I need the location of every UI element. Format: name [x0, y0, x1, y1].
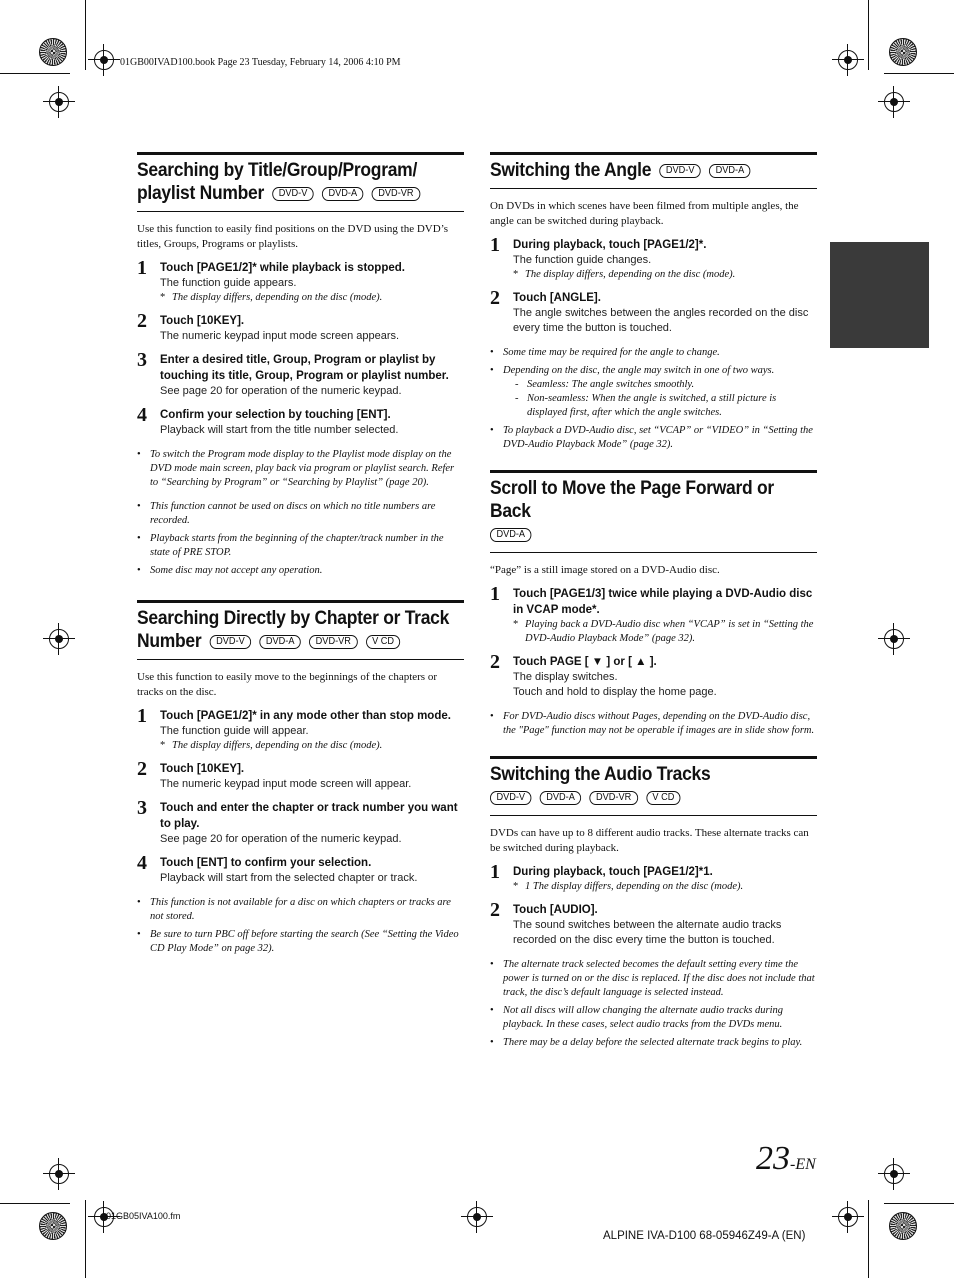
section-rule — [490, 756, 817, 759]
file-info: 01GB00IVAD100.book Page 23 Tuesday, February 14, 2006 4:10 PM — [120, 57, 401, 68]
section-intro: “Page” is a still image stored on a DVD-Audio disc. — [490, 564, 720, 576]
step-detail: The numeric keypad input mode screen appears. — [160, 330, 400, 342]
left-column — [137, 152, 464, 962]
disc-badge: DVD-A — [540, 791, 582, 805]
sub-note: - Seamless: The angle switches smoothly. — [515, 378, 817, 392]
heading-line: Number — [137, 631, 202, 652]
step-detail: The display switches. — [513, 671, 618, 683]
section-heading — [490, 477, 817, 546]
crosshair-mark — [880, 88, 908, 116]
heading-line: Switching the Audio Tracks — [490, 764, 711, 785]
disc-badge: DVD-V — [272, 187, 314, 201]
notes-list — [490, 346, 817, 452]
footer-model: ALPINE IVA-D100 68-05946Z49-A (EN) — [603, 1230, 806, 1242]
disc-badge: DVD-A — [259, 635, 301, 649]
note-item: • Some disc may not accept any operation. — [137, 564, 464, 578]
step — [137, 852, 464, 886]
step-note: * Playing back a DVD-Audio disc when “VCAP” is set in “Setting the DVD-Audio Playback Mode” (page 32). — [513, 618, 817, 646]
notes-list — [490, 958, 817, 1050]
disc-badge: DVD-VR — [590, 791, 638, 805]
disc-badge: DVD-VR — [309, 635, 357, 649]
disc-badge: DVD-VR — [372, 187, 420, 201]
right-column — [490, 152, 817, 1056]
section-angle — [490, 152, 817, 452]
section-underline — [137, 211, 464, 212]
trim-line — [868, 0, 869, 70]
step — [137, 257, 464, 305]
heading-line: Searching by Title/Group/Program/ — [137, 160, 418, 181]
step-number: 3 — [137, 349, 147, 371]
step-instruction: Touch [10KEY]. — [160, 315, 245, 327]
section-underline — [490, 188, 817, 189]
step-number: 1 — [137, 257, 147, 279]
step-detail: See page 20 for operation of the numeric keypad. — [160, 833, 402, 845]
step-detail: Playback will start from the selected chapter or track. — [160, 872, 418, 884]
heading-line: Scroll to Move the Page Forward or Back — [490, 478, 774, 522]
step-instruction: Touch and enter the chapter or track number you want to play. — [160, 802, 458, 830]
step-number: 2 — [137, 758, 147, 780]
trim-line — [868, 1200, 869, 1278]
section-underline — [490, 552, 817, 553]
step — [490, 651, 817, 700]
step-instruction: Confirm your selection by touching [ENT]. — [160, 409, 391, 421]
step — [137, 797, 464, 847]
crosshair-mark — [463, 1203, 491, 1231]
trim-line — [85, 0, 86, 70]
step-instruction: Touch [PAGE1/2]* in any mode other than stop mode. — [160, 710, 451, 722]
section-underline — [137, 659, 464, 660]
step-note: * The display differs, depending on the disc (mode). — [160, 739, 464, 753]
disc-badge: DVD-V — [490, 791, 532, 805]
step-number: 1 — [490, 234, 500, 256]
disc-badge: DVD-V — [659, 164, 701, 178]
crosshair-mark — [880, 625, 908, 653]
note-item: • To switch the Program mode display to the Playlist mode display on the DVD mode main screen, play back via program or playlist search. Refer to “Searching by Program” or “Searching by Playlist” (page 20). — [137, 448, 464, 490]
note-item: • Be sure to turn PBC off before starting the search (See “Setting the Video CD Play Mode” on page 32). — [137, 928, 464, 956]
trim-line — [884, 1203, 954, 1204]
trim-line — [0, 73, 70, 74]
step — [490, 899, 817, 948]
section-rule — [490, 470, 817, 473]
notes-list — [137, 896, 464, 956]
disc-badge: DVD-A — [709, 164, 751, 178]
step-instruction: Touch [AUDIO]. — [513, 904, 598, 916]
trim-line — [0, 1203, 70, 1204]
section-intro: On DVDs in which scenes have been filmed from multiple angles, the angle can be switched during playback. — [490, 200, 799, 227]
disc-badge: V CD — [366, 635, 401, 649]
section-rule — [490, 152, 817, 155]
step-number: 2 — [490, 899, 500, 921]
side-tab — [830, 242, 929, 348]
page-number — [756, 1140, 816, 1178]
crosshair-mark — [90, 46, 118, 74]
step-number: 2 — [490, 651, 500, 673]
section-intro: Use this function to easily move to the beginnings of the chapters or tracks on the disc. — [137, 671, 437, 698]
notes-list — [490, 710, 817, 738]
section-heading — [490, 763, 817, 809]
crosshair-mark — [45, 88, 73, 116]
page-number-suffix: -EN — [790, 1156, 816, 1173]
step-number: 2 — [490, 287, 500, 309]
step-detail: The function guide will appear. — [160, 725, 309, 737]
registration-sunburst-tl — [39, 38, 67, 66]
step-number: 3 — [137, 797, 147, 819]
step-instruction: Touch [ANGLE]. — [513, 292, 601, 304]
crosshair-mark — [834, 1203, 862, 1231]
note-text: Depending on the disc, the angle may switch in one of two ways. — [503, 365, 775, 376]
sub-note: - Non-seamless: When the angle is switched, a still picture is displayed first, after which the angle switches. — [515, 392, 817, 420]
step — [490, 287, 817, 336]
section-heading — [137, 607, 464, 653]
step — [137, 310, 464, 344]
step-detail: Touch and hold to display the home page. — [513, 686, 717, 698]
step-instruction: Touch [10KEY]. — [160, 763, 245, 775]
trim-line — [85, 1200, 86, 1278]
registration-sunburst-bl — [39, 1212, 67, 1240]
step-instruction: During playback, touch [PAGE1/2]*1. — [513, 866, 713, 878]
step-detail: See page 20 for operation of the numeric keypad. — [160, 385, 402, 397]
step-instruction: Touch PAGE [ ▼ ] or [ ▲ ]. — [513, 656, 657, 668]
step — [137, 705, 464, 753]
step-detail: The function guide changes. — [513, 254, 652, 266]
step — [490, 583, 817, 646]
step-detail: Playback will start from the title number selected. — [160, 424, 399, 436]
section-underline — [490, 815, 817, 816]
step-note: * The display differs, depending on the disc (mode). — [513, 268, 817, 282]
crosshair-mark — [45, 625, 73, 653]
step — [490, 861, 817, 894]
step-instruction: Touch [ENT] to confirm your selection. — [160, 857, 372, 869]
note-sublist — [503, 378, 817, 420]
heading-line: playlist Number — [137, 183, 265, 204]
step-instruction: During playback, touch [PAGE1/2]*. — [513, 239, 707, 251]
registration-sunburst-br — [889, 1212, 917, 1240]
step-detail: The function guide appears. — [160, 277, 297, 289]
section-rule — [137, 152, 464, 155]
step — [137, 404, 464, 438]
step-number: 2 — [137, 310, 147, 332]
step-note: * The display differs, depending on the disc (mode). — [160, 291, 464, 305]
note-item: • There may be a delay before the selected alternate track begins to play. — [490, 1036, 817, 1050]
disc-badge: DVD-A — [322, 187, 364, 201]
heading-line: Searching Directly by Chapter or Track — [137, 608, 450, 629]
section-intro: DVDs can have up to 8 different audio tracks. These alternate tracks can be switched during playback. — [490, 827, 809, 854]
section-heading — [490, 159, 817, 182]
step — [137, 758, 464, 792]
crosshair-mark — [45, 1160, 73, 1188]
step-number: 1 — [490, 861, 500, 883]
notes-list — [137, 448, 464, 578]
note-item: • For DVD-Audio discs without Pages, depending on the DVD-Audio disc, the "Page" function may not be operable if images are in slide show form. — [490, 710, 817, 738]
crosshair-mark — [834, 46, 862, 74]
note-item: • This function cannot be used on discs on which no title numbers are recorded. — [137, 500, 464, 528]
note-item: • This function is not available for a disc on which chapters or tracks are not stored. — [137, 896, 464, 924]
step — [490, 234, 817, 282]
section-intro: Use this function to easily find positions on the DVD using the DVD’s titles, Groups, Programs or playlists. — [137, 223, 449, 250]
registration-sunburst-tr — [889, 38, 917, 66]
step-note: * 1 The display differs, depending on the disc (mode). — [513, 880, 817, 894]
section-heading — [137, 159, 464, 205]
step-detail: The angle switches between the angles recorded on the disc every time the button is touched. — [513, 307, 809, 334]
note-item: • Not all discs will allow changing the alternate audio tracks during playback. In these cases, select audio tracks from the DVDs menu. — [490, 1004, 817, 1032]
section-rule — [137, 600, 464, 603]
step-number: 1 — [137, 705, 147, 727]
disc-badge: V CD — [646, 791, 681, 805]
note-item: • The alternate track selected becomes the default setting every time the power is turned on or the disc is replaced. If the disc does not include that track, the disc’s default language is selected instead. — [490, 958, 817, 1000]
step-instruction: Enter a desired title, Group, Program or playlist by touching its title, Group, Program or playlist number. — [160, 354, 449, 382]
step — [137, 349, 464, 399]
step-detail: The numeric keypad input mode screen will appear. — [160, 778, 412, 790]
step-instruction: Touch [PAGE1/2]* while playback is stopped. — [160, 262, 405, 274]
disc-badge: DVD-V — [210, 635, 252, 649]
step-instruction: Touch [PAGE1/3] twice while playing a DVD-Audio disc in VCAP mode*. — [513, 588, 813, 616]
step-number: 4 — [137, 404, 147, 426]
section-scroll — [490, 470, 817, 738]
page-number-value: 23 — [756, 1140, 790, 1177]
note-item: • Some time may be required for the angle to change. — [490, 346, 817, 360]
step-detail: The sound switches between the alternate audio tracks recorded on the disc every time the button is touched. — [513, 919, 782, 946]
step-number: 1 — [490, 583, 500, 605]
crosshair-mark — [880, 1160, 908, 1188]
section-audio — [490, 756, 817, 1050]
section-title-search — [137, 152, 464, 578]
note-item — [490, 364, 817, 420]
footer-filename: 01GB05IVA100.fm — [106, 1211, 181, 1221]
disc-badge: DVD-A — [490, 528, 532, 542]
note-item: • To playback a DVD-Audio disc, set “VCAP” or “VIDEO” in “Setting the DVD-Audio Playback Mode” (page 32). — [490, 424, 817, 452]
section-chapter-search — [137, 600, 464, 956]
step-number: 4 — [137, 852, 147, 874]
heading-line: Switching the Angle — [490, 160, 652, 181]
note-item: • Playback starts from the beginning of the chapter/track number in the state of PRE STOP. — [137, 532, 464, 560]
trim-line — [884, 73, 954, 74]
